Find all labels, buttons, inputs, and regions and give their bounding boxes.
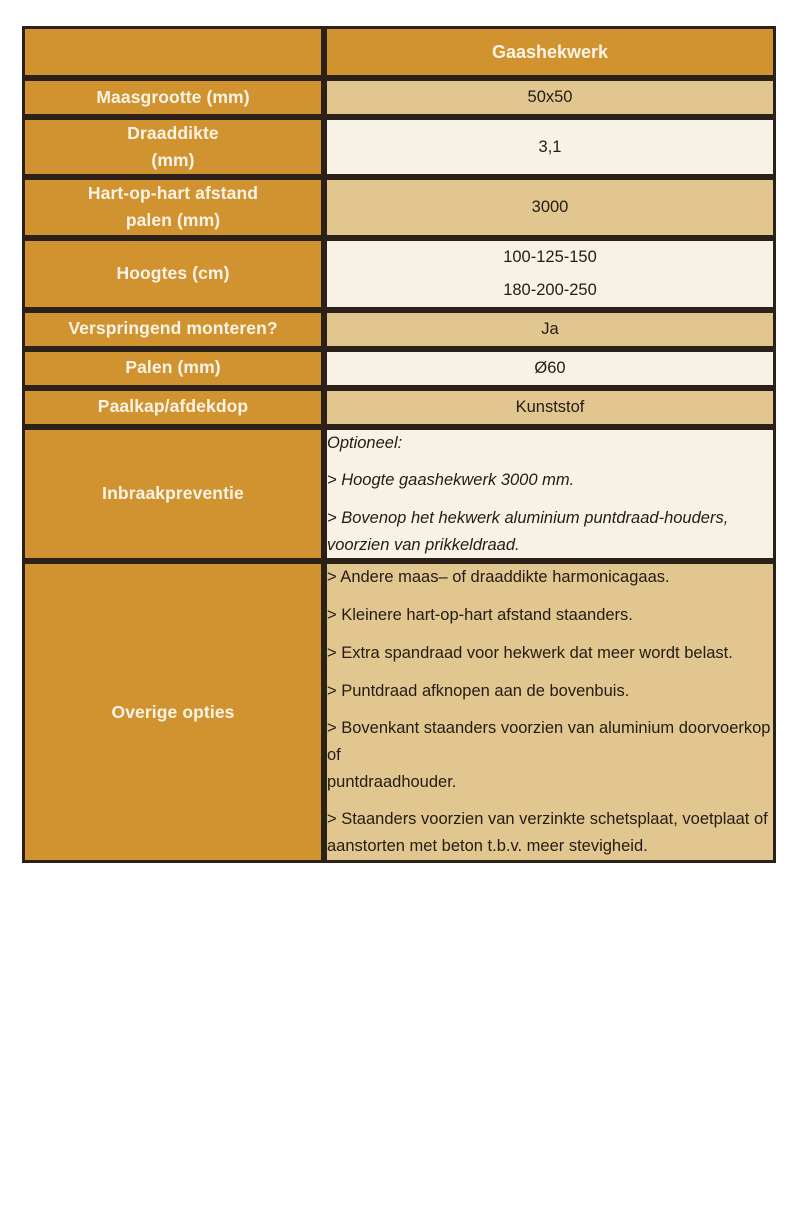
row-value-hoogtes — [324, 238, 776, 310]
paragraph: > Extra spandraad voor hekwerk dat meer wordt belast. — [327, 643, 733, 662]
row-label-inbraakpreventie — [22, 427, 324, 562]
value-line: 3,1 — [538, 137, 562, 156]
specification-table-container — [22, 26, 776, 863]
label-text: Overige opties — [111, 701, 235, 722]
value-line-1: 100-125-150 — [503, 247, 597, 266]
value-line: 50x50 — [527, 88, 573, 106]
header-product-cell — [324, 26, 776, 78]
row-label-maasgrootte — [22, 78, 324, 117]
paragraph: > Staanders voorzien van verzinkte schetsplaat, voetplaat of aanstorten met beton t.b.v. meer stevigheid. — [327, 810, 768, 856]
row-label-draaddikte — [22, 117, 324, 177]
table-row — [22, 238, 776, 310]
row-value-verspringend-monteren — [324, 310, 776, 349]
label-text: Inbraakpreventie — [102, 483, 244, 504]
paragraph: Optioneel: — [327, 433, 403, 452]
row-value-overige-opties — [324, 561, 776, 862]
row-label-overige-opties — [22, 561, 324, 862]
row-label-hart-op-hart — [22, 177, 324, 237]
specification-table — [22, 26, 776, 863]
table-row — [22, 561, 776, 862]
row-value-hart-op-hart — [324, 177, 776, 237]
row-value-draaddikte — [324, 117, 776, 177]
table-row — [22, 310, 776, 349]
value-line: Ø60 — [534, 358, 566, 377]
row-value-maasgrootte — [324, 78, 776, 117]
paragraph: > Bovenop het hekwerk aluminium puntdraad-houders, voorzien van prikkeldraad. — [327, 508, 729, 554]
row-label-paalkap-afdekdop — [22, 388, 324, 427]
table-row — [22, 349, 776, 388]
paragraph: > Bovenkant staanders voorzien van aluminium doorvoerkop of puntdraadhouder. — [327, 719, 771, 791]
table-row — [22, 427, 776, 562]
table-header-row — [22, 26, 776, 78]
label-text-line1: Draaddikte — [127, 123, 219, 143]
header-product-label: Gaashekwerk — [491, 41, 609, 62]
paragraph: > Kleinere hart-op-hart afstand staanders. — [327, 606, 633, 625]
row-label-verspringend-monteren — [22, 310, 324, 349]
label-text-line1: Hart-op-hart afstand — [87, 183, 259, 204]
label-text: Hoogtes (cm) — [116, 262, 230, 283]
row-value-inbraakpreventie — [324, 427, 776, 562]
value-line: 3000 — [531, 197, 569, 216]
label-text: Maasgrootte (mm) — [96, 86, 250, 107]
paragraph: > Andere maas– of draaddikte harmonicagaas. — [327, 568, 670, 587]
label-text: Verspringend monteren? — [68, 318, 278, 339]
table-row — [22, 388, 776, 427]
row-label-hoogtes — [22, 238, 324, 310]
label-text: Palen (mm) — [125, 357, 221, 378]
label-text: Paalkap/afdekdop — [97, 396, 249, 417]
paragraph: > Hoogte gaashekwerk 3000 mm. — [327, 471, 575, 490]
label-text-line2: palen (mm) — [125, 210, 221, 231]
paragraph: > Puntdraad afknopen aan de bovenbuis. — [327, 681, 630, 700]
table-body — [22, 26, 776, 863]
value-line-2: 180-200-250 — [503, 280, 597, 299]
value-line: Kunststof — [515, 397, 585, 416]
value-line: Ja — [541, 319, 559, 338]
row-label-palen — [22, 349, 324, 388]
row-value-palen — [324, 349, 776, 388]
table-row — [22, 177, 776, 237]
table-row — [22, 78, 776, 117]
table-row — [22, 117, 776, 177]
header-blank-cell — [22, 26, 324, 78]
label-text-line2: (mm) — [151, 150, 195, 171]
row-value-paalkap-afdekdop — [324, 388, 776, 427]
